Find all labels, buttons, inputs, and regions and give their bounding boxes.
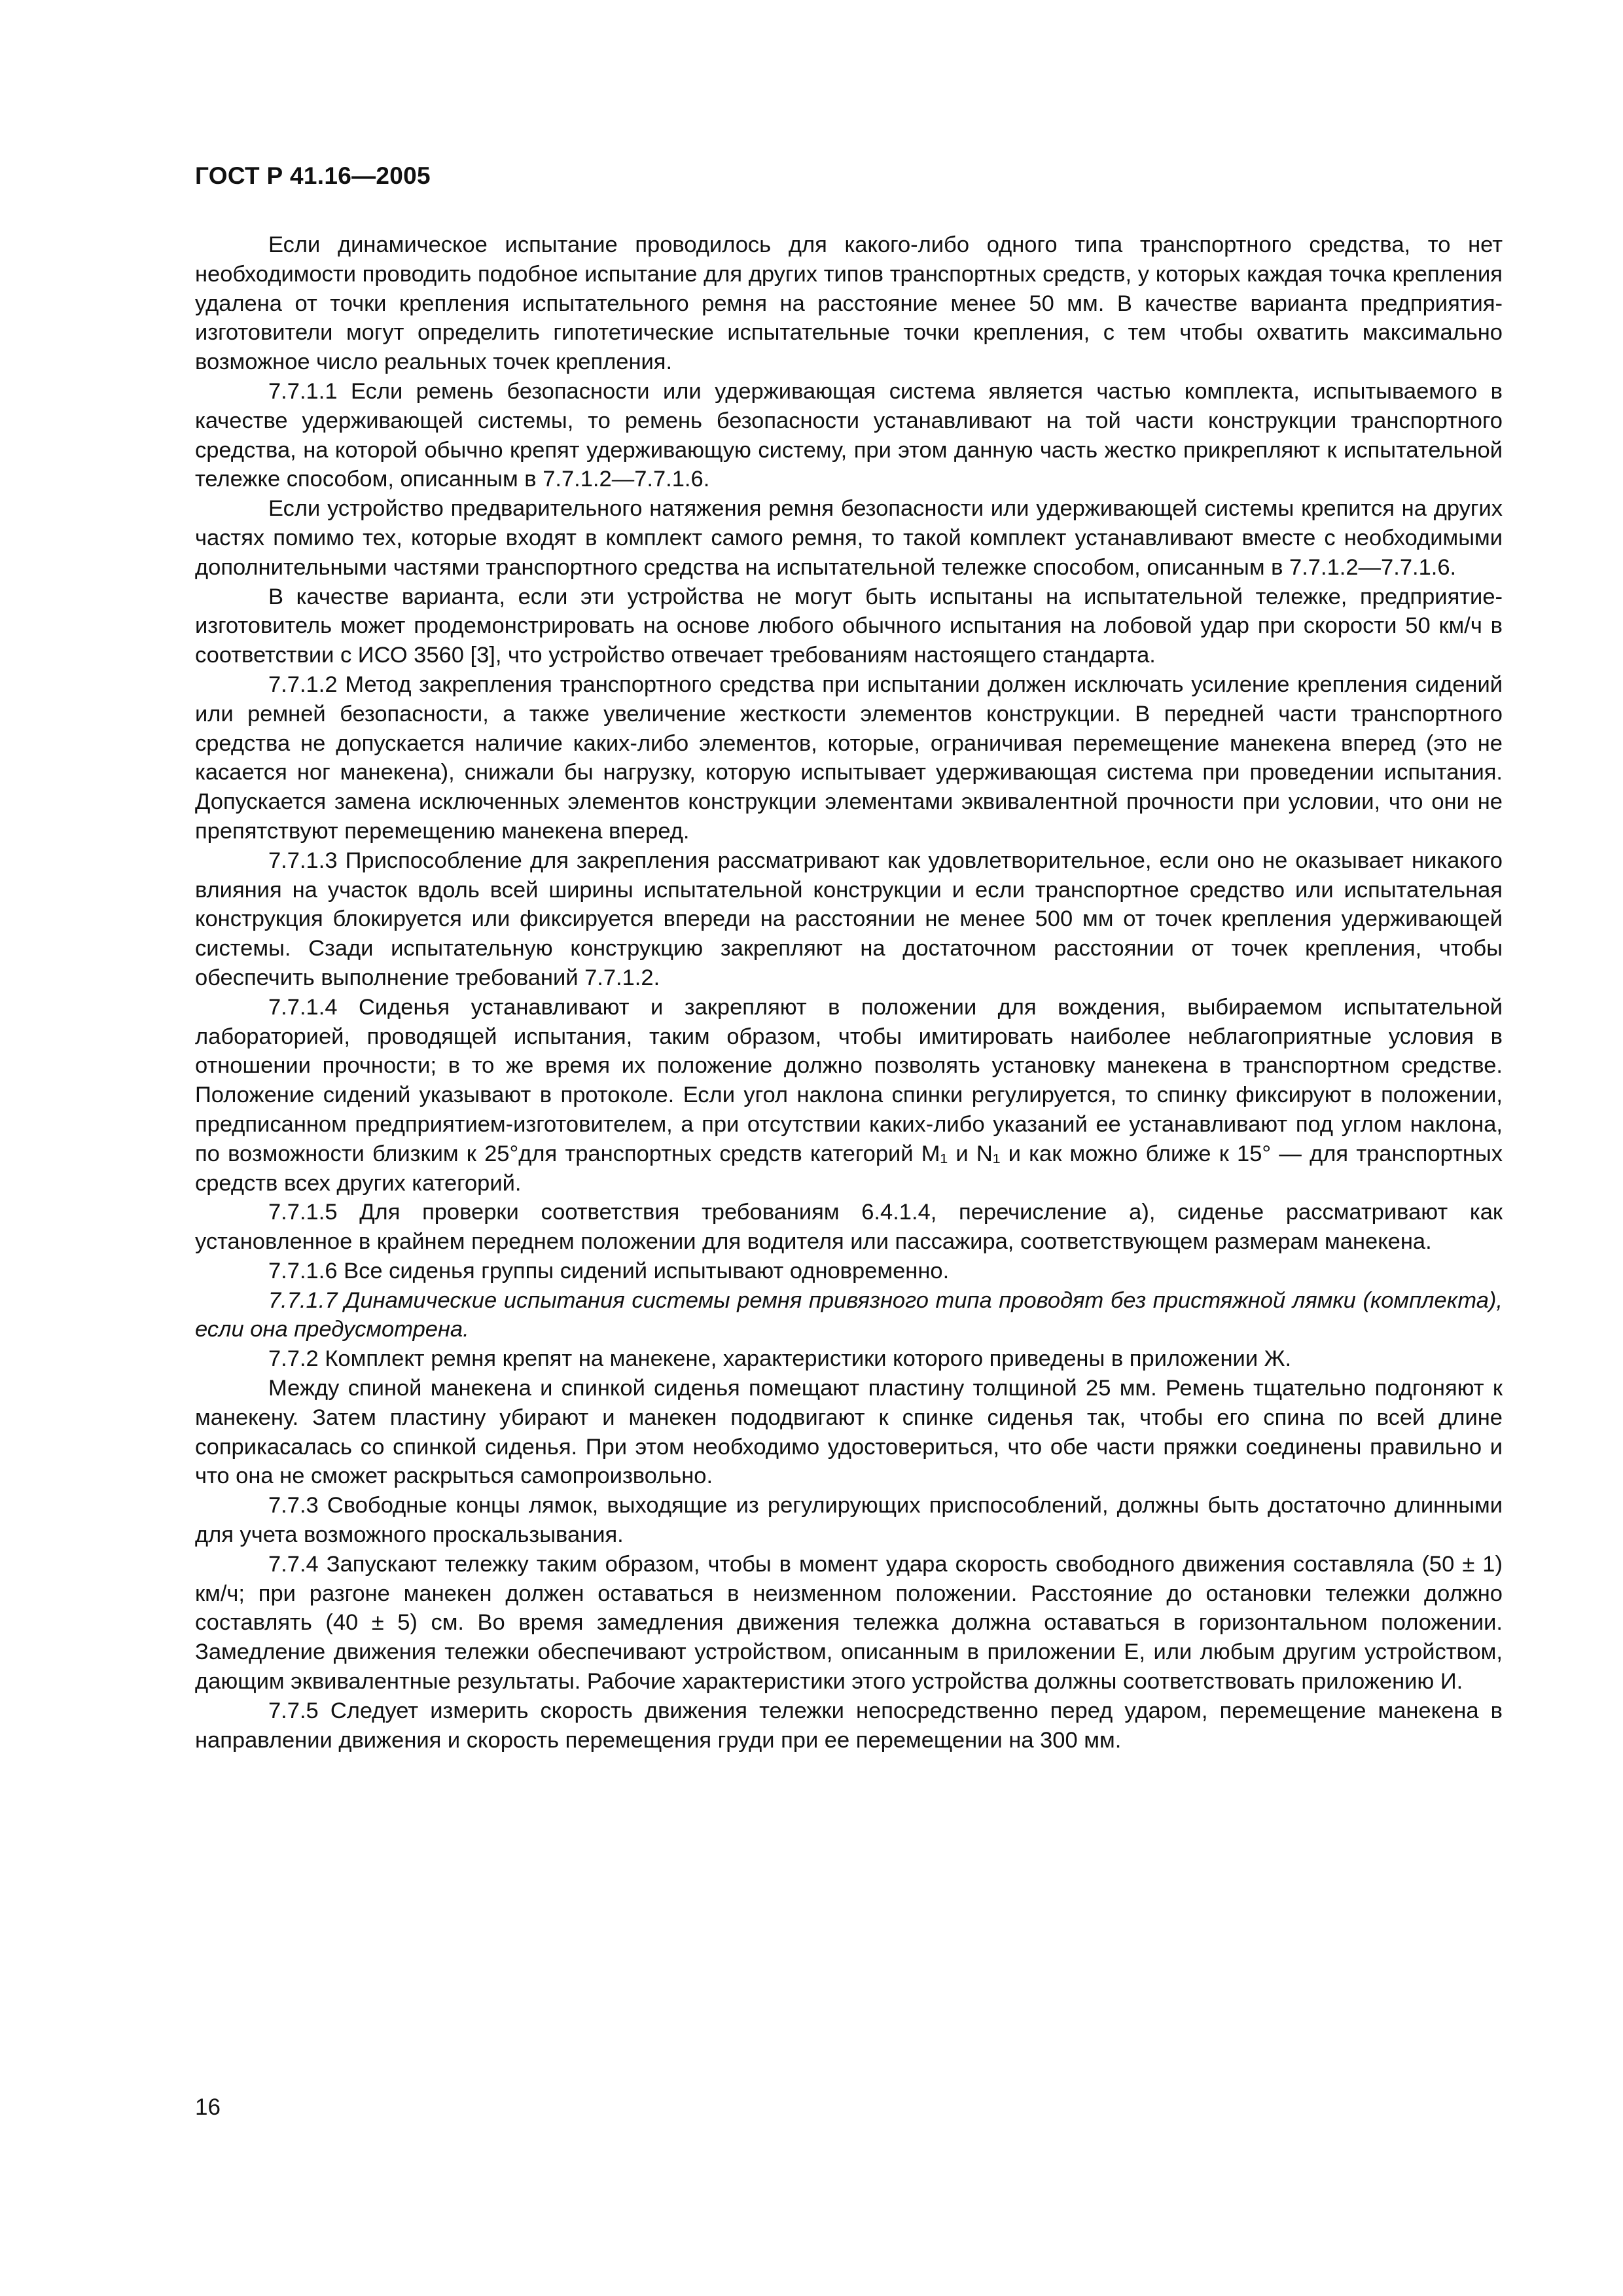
paragraph: Если устройство предварительного натяжения ремня безопасности или удерживающей системы крепится на других частях помимо тех, которые входят в комплект самого ремня, то такой комплект устанавливают вместе с необходимыми дополнительными частями транспортного средства на испытательной тележке способом, описанным в 7.7.1.2—7.7.1.6.	[195, 496, 1503, 580]
paragraph-7-7-1-6: 7.7.1.6 Все сиденья группы сидений испытывают одновременно.	[268, 1258, 950, 1283]
paragraph: В качестве варианта, если эти устройства не могут быть испытаны на испытательной тележке, предприятие-изготовитель может продемонстрировать на основе любого обычного испытания на лобовой удар при скорости 50 км/ч в соответствии с ИСО 3560 [3], что устройство отвечает требованиям настоящего стандарта.	[195, 584, 1503, 668]
paragraph: Если динамическое испытание проводилось для какого-либо одного типа транспортного средства, то нет необходимости проводить подобное испытание для других типов транспортных средств, у которых каждая точка крепления удалена от точки крепления испытательного ремня на расстояние менее 50 мм. В качестве варианта предприятия-изготовители могут определить гипотетические испытательные точки крепления, с тем чтобы охватить максимально возможное число реальных точек крепления.	[195, 232, 1503, 375]
paragraph-7-7-4: 7.7.4 Запускают тележку таким образом, чтобы в момент удара скорость свободного движения составляла (50 ± 1) км/ч; при разгоне манекен должен оставаться в неизменном положении. Расстояние до остановки тележки должно составлять (40 ± 5) см. Во время замедления движения тележка должна оставаться в горизонтальном положении. Замедление движения тележки обеспечивают устройством, описанным в приложении Е, или любым другим устройством, дающим эквивалентные результаты. Рабочие характеристики этого устройства должны соответствовать приложению И.	[195, 1551, 1503, 1695]
paragraph-7-7-1-4: 7.7.1.4 Сиденья устанавливают и закрепляют в положении для вождения, выбираемом испытательной лабораторией, проводящей испытания, таким образом, чтобы имитировать наиболее неблагоприятные условия в отношении прочности; в то же время их положение должно позволять установку манекена в транспортном средстве. Положение сидений указывают в протоколе. Если угол наклона спинки регулируется, то спинку фиксируют в положении, предписанном предприятием-изготовителем, а при отсутствии каких-либо указаний ее устанавливают под углом наклона, по возможности близким к 25°для транспортных средств категорий M₁ и N₁ и как можно ближе к 15° — для транспортных средств всех других категорий.	[195, 994, 1503, 1196]
page-number: 16	[195, 2094, 221, 2120]
paragraph-7-7-3: 7.7.3 Свободные концы лямок, выходящие из регулирующих приспособлений, должны быть достаточно длинными для учета возможного проскальзывания.	[195, 1493, 1503, 1548]
paragraph-7-7-1-7: 7.7.1.7 Динамические испытания системы ремня привязного типа проводят без пристяжной лямки (комплекта), если она предусмотрена.	[195, 1287, 1503, 1342]
paragraph: Между спиной манекена и спинкой сиденья помещают пластину толщиной 25 мм. Ремень тщательно подгоняют к манекену. Затем пластину убирают и манекен пододвигают к спинке сиденья так, чтобы его спина по всей длине соприкасалась со спинкой сиденья. При этом необходимо удостовериться, что обе части пряжки соединены правильно и что она не сможет раскрыться самопроизвольно.	[195, 1376, 1503, 1489]
document-header: ГОСТ Р 41.16—2005	[195, 162, 431, 189]
paragraph-7-7-2: 7.7.2 Комплект ремня крепят на манекене, характеристики которого приведены в приложении Ж.	[268, 1346, 1292, 1372]
document-page	[195, 0, 1503, 2296]
paragraph-7-7-1-3: 7.7.1.3 Приспособление для закрепления рассматривают как удовлетворительное, если оно не оказывает никакого влияния на участок вдоль всей ширины испытательной конструкции и если транспортное средство или испытательная конструкция блокируется или фиксируется впереди на расстоянии не менее 500 мм от точек крепления удерживающей системы. Сзади испытательную конструкцию закрепляют на достаточном расстоянии от точек крепления, чтобы обеспечить выполнение требований 7.7.1.2.	[195, 848, 1503, 990]
paragraph-7-7-5: 7.7.5 Следует измерить скорость движения тележки непосредственно перед ударом, перемещение манекена в направлении движения и скорость перемещения груди при ее перемещении на 300 мм.	[195, 1698, 1503, 1753]
paragraph-7-7-1-5: 7.7.1.5 Для проверки соответствия требованиям 6.4.1.4, перечисление а), сиденье рассматривают как установленное в крайнем переднем положении для водителя или пассажира, соответствующем размерам манекена.	[195, 1200, 1503, 1255]
document-body	[195, 230, 1503, 1755]
paragraph-7-7-1-2: 7.7.1.2 Метод закрепления транспортного средства при испытании должен исключать усиление крепления сидений или ремней безопасности, а также увеличение жесткости элементов конструкции. В передней части транспортного средства не допускается наличие каких-либо элементов, которые, ограничивая перемещение манекена вперед (это не касается ног манекена), снижали бы нагрузку, которую испытывает удерживающая система при проведении испытания. Допускается замена исключенных элементов конструкции элементами эквивалентной прочности при условии, что они не препятствуют перемещению манекена вперед.	[195, 672, 1503, 844]
paragraph-7-7-1-1: 7.7.1.1 Если ремень безопасности или удерживающая система является частью комплекта, испытываемого в качестве удерживающей системы, то ремень безопасности устанавливают на той части конструкции транспортного средства, на которой обычно крепят удерживающую систему, при этом данную часть жестко прикрепляют к испытательной тележке способом, описанным в 7.7.1.2—7.7.1.6.	[195, 378, 1503, 492]
